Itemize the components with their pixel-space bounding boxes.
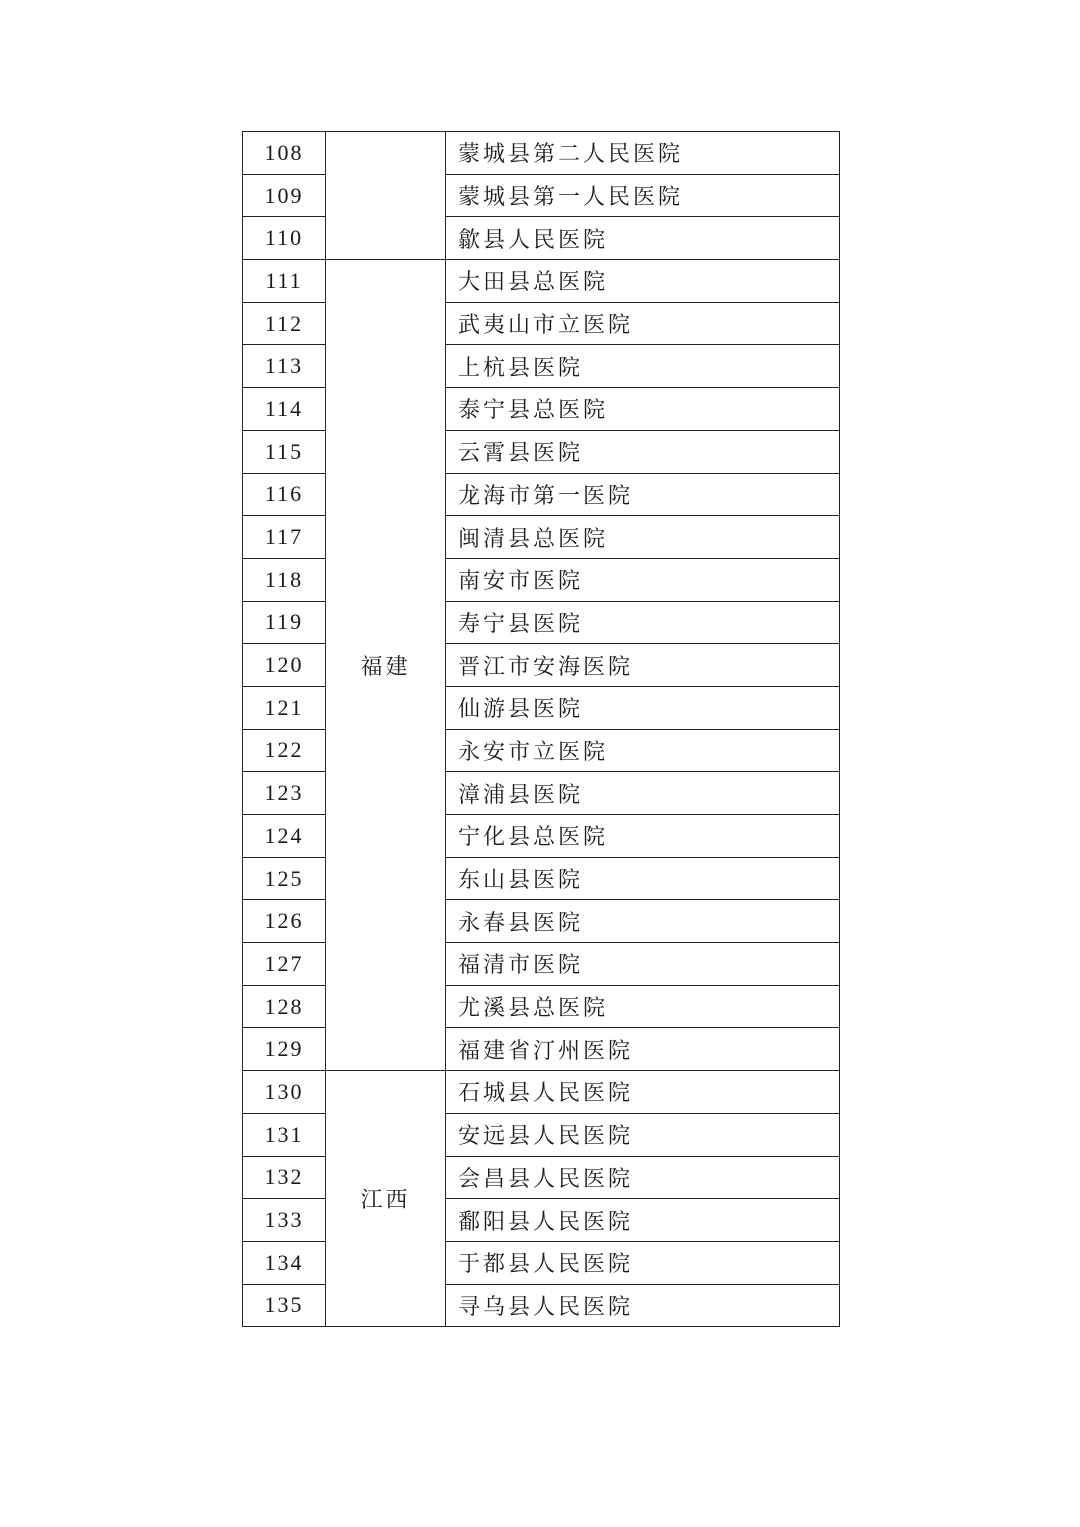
row-number: 123 bbox=[243, 772, 326, 815]
hospital-name: 福建省汀州医院 bbox=[446, 1028, 840, 1071]
row-number: 127 bbox=[243, 943, 326, 986]
row-number: 111 bbox=[243, 260, 326, 303]
hospital-name: 东山县医院 bbox=[446, 857, 840, 900]
province-cell: 江西 bbox=[326, 1071, 446, 1327]
hospital-name: 石城县人民医院 bbox=[446, 1071, 840, 1114]
row-number: 124 bbox=[243, 815, 326, 858]
table-body bbox=[243, 132, 840, 1327]
row-number: 112 bbox=[243, 302, 326, 345]
row-number: 130 bbox=[243, 1071, 326, 1114]
row-number: 128 bbox=[243, 985, 326, 1028]
hospital-name: 漳浦县医院 bbox=[446, 772, 840, 815]
province-cell: 福建 bbox=[326, 260, 446, 1071]
row-number: 114 bbox=[243, 388, 326, 431]
hospital-name: 寿宁县医院 bbox=[446, 601, 840, 644]
row-number: 129 bbox=[243, 1028, 326, 1071]
hospital-name: 南安市医院 bbox=[446, 558, 840, 601]
province-cell bbox=[326, 132, 446, 260]
hospital-name: 歙县人民医院 bbox=[446, 217, 840, 260]
table-row bbox=[243, 1071, 840, 1114]
row-number: 118 bbox=[243, 558, 326, 601]
hospital-name: 蒙城县第二人民医院 bbox=[446, 132, 840, 175]
row-number: 113 bbox=[243, 345, 326, 388]
row-number: 110 bbox=[243, 217, 326, 260]
hospital-name: 会昌县人民医院 bbox=[446, 1156, 840, 1199]
row-number: 108 bbox=[243, 132, 326, 175]
hospital-name: 寻乌县人民医院 bbox=[446, 1284, 840, 1327]
hospital-name: 鄱阳县人民医院 bbox=[446, 1199, 840, 1242]
hospital-name: 安远县人民医院 bbox=[446, 1113, 840, 1156]
row-number: 121 bbox=[243, 686, 326, 729]
hospital-name: 上杭县医院 bbox=[446, 345, 840, 388]
hospital-name: 永安市立医院 bbox=[446, 729, 840, 772]
hospital-name: 蒙城县第一人民医院 bbox=[446, 174, 840, 217]
row-number: 122 bbox=[243, 729, 326, 772]
hospital-table bbox=[242, 131, 840, 1327]
row-number: 116 bbox=[243, 473, 326, 516]
row-number: 133 bbox=[243, 1199, 326, 1242]
hospital-name: 福清市医院 bbox=[446, 943, 840, 986]
table-row bbox=[243, 260, 840, 303]
row-number: 115 bbox=[243, 430, 326, 473]
hospital-name: 泰宁县总医院 bbox=[446, 388, 840, 431]
row-number: 109 bbox=[243, 174, 326, 217]
hospital-name: 永春县医院 bbox=[446, 900, 840, 943]
row-number: 134 bbox=[243, 1241, 326, 1284]
hospital-name: 宁化县总医院 bbox=[446, 815, 840, 858]
hospital-name: 云霄县医院 bbox=[446, 430, 840, 473]
row-number: 132 bbox=[243, 1156, 326, 1199]
row-number: 117 bbox=[243, 516, 326, 559]
table-row bbox=[243, 132, 840, 175]
row-number: 119 bbox=[243, 601, 326, 644]
row-number: 126 bbox=[243, 900, 326, 943]
row-number: 135 bbox=[243, 1284, 326, 1327]
row-number: 131 bbox=[243, 1113, 326, 1156]
hospital-name: 大田县总医院 bbox=[446, 260, 840, 303]
hospital-name: 尤溪县总医院 bbox=[446, 985, 840, 1028]
hospital-name: 晋江市安海医院 bbox=[446, 644, 840, 687]
hospital-name: 龙海市第一医院 bbox=[446, 473, 840, 516]
hospital-name: 武夷山市立医院 bbox=[446, 302, 840, 345]
hospital-name: 仙游县医院 bbox=[446, 686, 840, 729]
hospital-name: 闽清县总医院 bbox=[446, 516, 840, 559]
row-number: 125 bbox=[243, 857, 326, 900]
row-number: 120 bbox=[243, 644, 326, 687]
hospital-name: 于都县人民医院 bbox=[446, 1241, 840, 1284]
